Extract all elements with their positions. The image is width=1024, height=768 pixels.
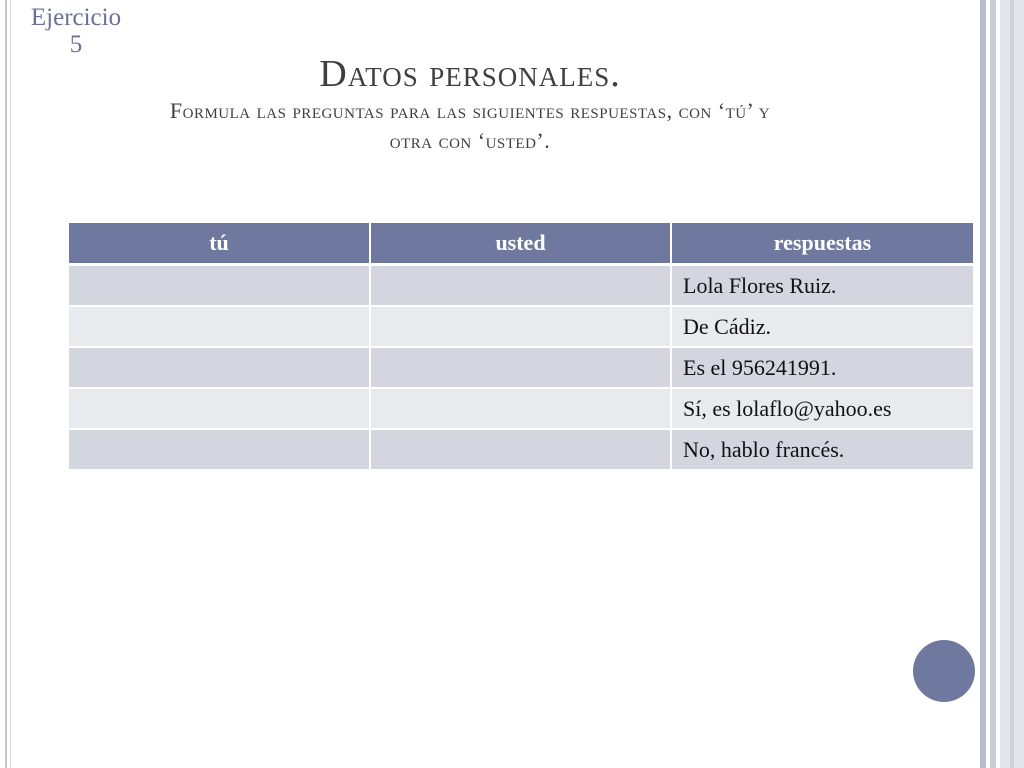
answers-table	[69, 223, 973, 471]
cell-tu[interactable]	[69, 388, 370, 429]
table-row	[69, 347, 973, 388]
table-header-row	[69, 223, 973, 265]
subtitle-line-1: Formula las preguntas para las siguientes respuestas, con ‘tú’ y	[169, 98, 771, 123]
slide-subtitle	[70, 96, 870, 156]
cell-tu[interactable]	[69, 347, 370, 388]
cell-respuesta: Sí, es lolaflo@yahoo.es	[671, 388, 973, 429]
header-tu: tú	[69, 223, 370, 265]
cell-usted[interactable]	[370, 265, 671, 307]
cell-respuesta: No, hablo francés.	[671, 429, 973, 470]
left-border-line-inner	[10, 0, 11, 768]
exercise-label	[18, 4, 134, 58]
cell-tu[interactable]	[69, 429, 370, 470]
exercise-label-number: 5	[69, 31, 83, 58]
cell-respuesta: Es el 956241991.	[671, 347, 973, 388]
left-border-line	[5, 0, 7, 768]
cell-tu[interactable]	[69, 265, 370, 307]
subtitle-line-2: otra con ‘usted’.	[389, 128, 551, 153]
right-decor-bar	[1010, 0, 1014, 768]
cell-usted[interactable]	[370, 347, 671, 388]
table-row	[69, 265, 973, 307]
table-row	[69, 306, 973, 347]
decorative-circle	[913, 640, 975, 702]
cell-usted[interactable]	[370, 306, 671, 347]
right-decor-bar	[990, 0, 996, 768]
cell-tu[interactable]	[69, 306, 370, 347]
header-usted: usted	[370, 223, 671, 265]
cell-usted[interactable]	[370, 429, 671, 470]
right-decor-bar	[980, 0, 986, 768]
table-row	[69, 388, 973, 429]
table-row	[69, 429, 973, 470]
header-respuestas: respuestas	[671, 223, 973, 265]
exercise-label-word: Ejercicio	[30, 4, 122, 31]
cell-respuesta: Lola Flores Ruiz.	[671, 265, 973, 307]
cell-usted[interactable]	[370, 388, 671, 429]
slide-title: Datos personales.	[319, 53, 621, 95]
cell-respuesta: De Cádiz.	[671, 306, 973, 347]
